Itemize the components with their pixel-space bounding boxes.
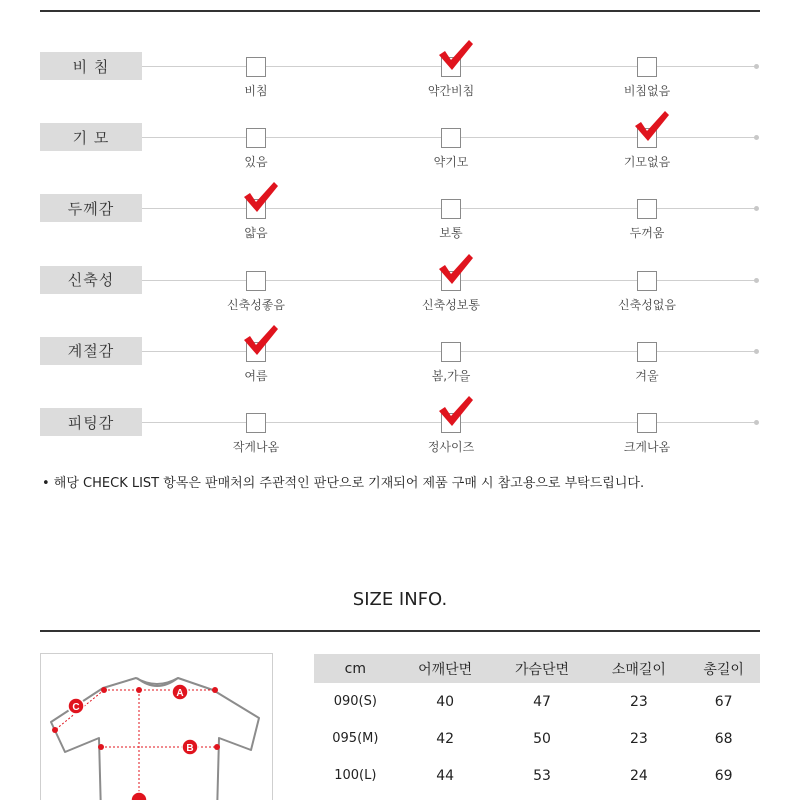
option-checkbox bbox=[246, 57, 266, 77]
option-label: 작게나옴 bbox=[232, 440, 280, 454]
table-row bbox=[314, 757, 760, 794]
table-cell: 40 bbox=[436, 693, 455, 710]
option-label: 있음 bbox=[244, 155, 268, 170]
option-checkbox bbox=[637, 413, 657, 433]
checkmark-icon bbox=[437, 252, 475, 286]
checklist-note: • 해당 CHECK LIST 항목은 판매처의 주관적인 판단으로 기재되어 제품 구매 시 참고용으로 부탁드립니다. bbox=[42, 476, 645, 491]
marker-b bbox=[182, 739, 198, 755]
header-chest: 가슴단면 bbox=[494, 654, 591, 683]
table-cell: 23 bbox=[629, 693, 648, 710]
table-cell: 53 bbox=[533, 767, 551, 784]
option-label: 신축성보통 bbox=[422, 297, 480, 312]
option-label: 신축성좋음 bbox=[227, 297, 285, 312]
checklist-row bbox=[0, 266, 800, 336]
tshirt-diagram-icon bbox=[41, 654, 274, 800]
option-checkbox bbox=[441, 342, 461, 362]
option-checkbox bbox=[246, 128, 266, 148]
table-cell: 42 bbox=[436, 730, 455, 747]
option-label: 정사이즈 bbox=[427, 440, 475, 454]
size-cell: 095(M) bbox=[332, 731, 379, 746]
checkmark-icon bbox=[242, 323, 280, 357]
option-label: 얇음 bbox=[244, 226, 268, 241]
header-shoulder: 어깨단면 bbox=[397, 654, 494, 683]
option-label: 기모없음 bbox=[623, 155, 671, 170]
row-end-dot bbox=[754, 278, 759, 283]
checklist-row-label: 두께감 bbox=[40, 194, 142, 222]
checklist-row-label: 피팅감 bbox=[40, 408, 142, 436]
option-checkbox bbox=[441, 199, 461, 219]
svg-text:B: B bbox=[186, 743, 194, 754]
option-label: 신축성없음 bbox=[618, 297, 676, 312]
header-sleeve: 소매길이 bbox=[590, 654, 687, 683]
option-checkbox bbox=[441, 128, 461, 148]
size-diagram bbox=[40, 653, 273, 800]
option-label: 비침없음 bbox=[623, 84, 671, 98]
row-end-dot bbox=[754, 135, 759, 140]
option-label: 약간비침 bbox=[427, 84, 475, 98]
checklist-row bbox=[0, 337, 800, 407]
marker-a bbox=[172, 684, 188, 700]
checklist-row-label: 신축성 bbox=[40, 266, 142, 294]
checklist-row bbox=[0, 408, 800, 478]
option-label: 봄,가을 bbox=[431, 368, 471, 383]
option-label: 여름 bbox=[244, 368, 268, 383]
option-checkbox bbox=[637, 199, 657, 219]
svg-text:A: A bbox=[176, 688, 184, 699]
row-end-dot bbox=[754, 206, 759, 211]
header-unit: cm bbox=[314, 654, 397, 683]
checkmark-icon bbox=[242, 180, 280, 214]
table-cell: 67 bbox=[714, 693, 733, 710]
table-row bbox=[314, 720, 760, 757]
table-cell: 50 bbox=[533, 730, 551, 747]
table-cell: 23 bbox=[629, 730, 648, 747]
size-info-title: SIZE INFO. bbox=[352, 589, 448, 610]
row-end-dot bbox=[754, 349, 759, 354]
option-label: 비침 bbox=[244, 84, 268, 98]
marker-c bbox=[68, 698, 84, 714]
option-label: 크게나옴 bbox=[623, 440, 671, 454]
checklist-row bbox=[0, 52, 800, 122]
checklist-row-label: 기 모 bbox=[40, 123, 142, 151]
option-checkbox bbox=[637, 342, 657, 362]
option-checkbox bbox=[246, 271, 266, 291]
size-cell: 090(S) bbox=[333, 694, 377, 709]
row-end-dot bbox=[754, 64, 759, 69]
checkmark-icon bbox=[633, 109, 671, 143]
size-divider bbox=[40, 630, 760, 632]
table-cell: 44 bbox=[436, 767, 455, 784]
table-row bbox=[314, 683, 760, 720]
checklist-row bbox=[0, 123, 800, 193]
checkmark-icon bbox=[437, 394, 475, 428]
table-cell: 24 bbox=[629, 767, 648, 784]
option-label: 겨울 bbox=[635, 368, 659, 383]
header-total-length: 총길이 bbox=[687, 654, 760, 683]
option-label: 두꺼움 bbox=[629, 226, 665, 241]
checklist-row bbox=[0, 194, 800, 264]
checklist-row-label: 비 침 bbox=[40, 52, 142, 80]
size-table bbox=[314, 654, 760, 794]
table-cell: 69 bbox=[714, 767, 733, 784]
option-checkbox bbox=[637, 57, 657, 77]
size-table-header bbox=[314, 654, 760, 683]
top-divider bbox=[40, 10, 760, 12]
option-label: 보통 bbox=[439, 226, 463, 241]
table-cell: 47 bbox=[533, 693, 551, 710]
size-cell: 100(L) bbox=[334, 768, 377, 783]
row-end-dot bbox=[754, 420, 759, 425]
option-checkbox bbox=[246, 413, 266, 433]
option-checkbox bbox=[637, 271, 657, 291]
checklist-row-label: 계절감 bbox=[40, 337, 142, 365]
table-cell: 68 bbox=[714, 730, 733, 747]
svg-text:C: C bbox=[72, 702, 80, 713]
option-label: 약기모 bbox=[433, 155, 469, 170]
checkmark-icon bbox=[437, 38, 475, 72]
